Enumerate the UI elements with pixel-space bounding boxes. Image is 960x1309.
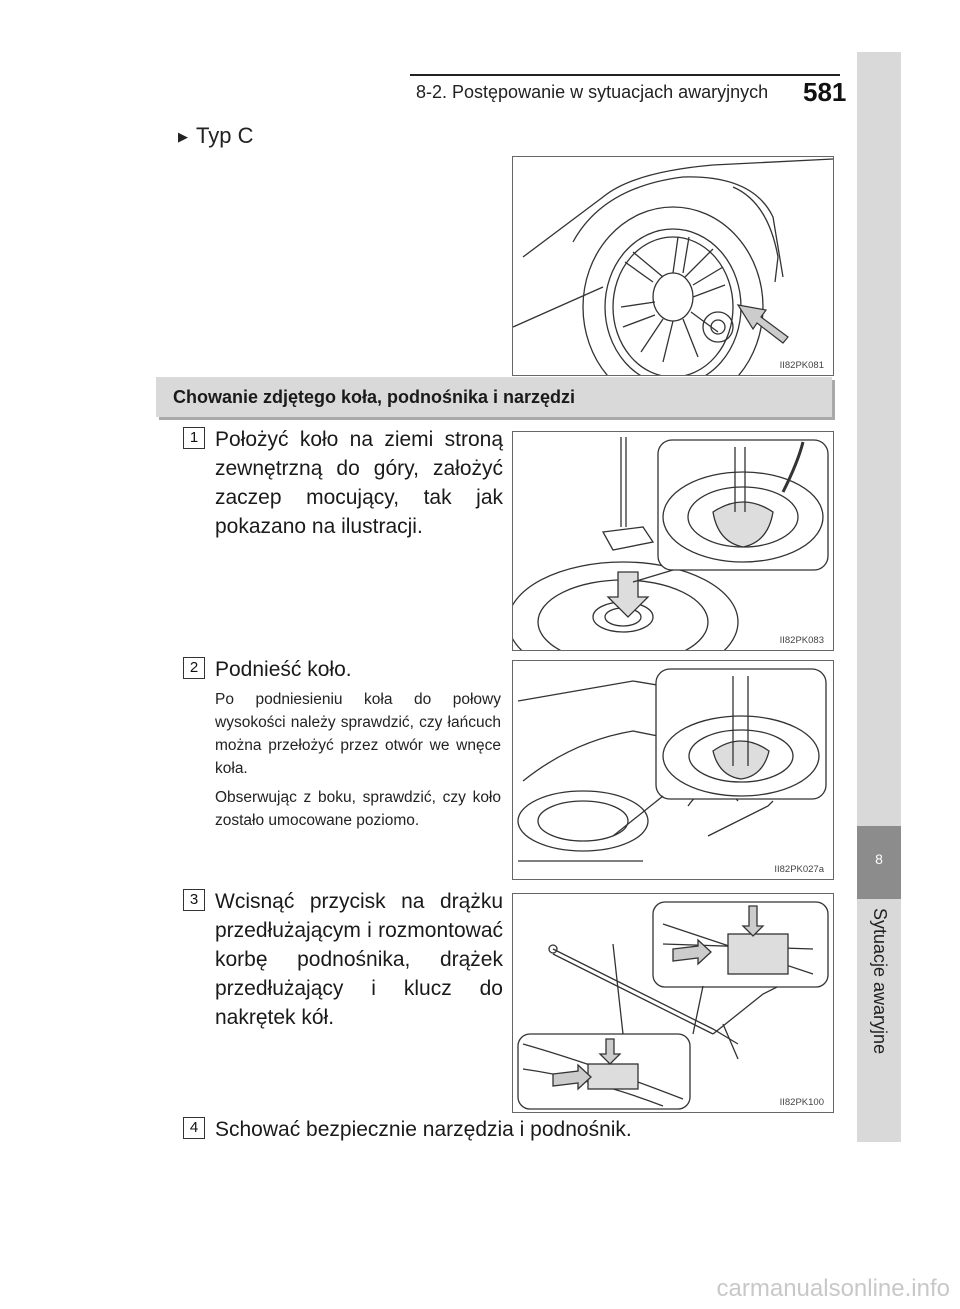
note: Po podniesieniu koła do połowy wysokości należy sprawdzić, czy łańcuch można przełożyć przez otwór we wnęce koła. — [215, 691, 501, 777]
figure-tools-disassembly — [512, 893, 834, 1113]
step-text: Wcisnąć przycisk na drążku przedłużającym i rozmontować korbę podnośnika, drążek przedłużający i klucz do nakrętek kół. — [215, 890, 503, 1029]
type-label-text: Typ C — [196, 123, 254, 148]
wheel-illustration — [513, 157, 833, 375]
figure-code: II82PK081 — [779, 360, 824, 371]
note: Obserwując z boku, sprawdzić, czy koło zostało umocowane poziomo. — [215, 789, 501, 829]
header-rule — [410, 74, 840, 76]
figure-spare-wheel-hook — [512, 431, 834, 651]
figure-wheel-lifting — [512, 660, 834, 880]
spare-wheel-illustration — [513, 432, 833, 650]
figure-wheel-lug-nut — [512, 156, 834, 376]
step-number: 3 — [183, 889, 205, 911]
section-title: 8-2. Postępowanie w sytuacjach awaryjnych — [416, 82, 769, 102]
step-text: Schować bezpiecznie narzędzia i podnośnik. — [215, 1118, 632, 1141]
step-number: 4 — [183, 1117, 205, 1139]
figure-code: II82PK100 — [779, 1097, 824, 1108]
triangle-bullet-icon: ▶ — [178, 129, 188, 144]
type-label — [178, 123, 253, 149]
tools-illustration — [513, 894, 833, 1112]
section-heading-text: Chowanie zdjętego koła, podnośnika i narzędzi — [173, 387, 576, 407]
step-number: 2 — [183, 657, 205, 679]
section-heading — [156, 377, 832, 417]
figure-code: II82PK027a — [774, 864, 824, 875]
figure-code: II82PK083 — [779, 635, 824, 646]
footer-url: carmanualsonline.info — [716, 1275, 950, 1302]
step-number: 1 — [183, 427, 205, 449]
step-text: Położyć koło na ziemi stroną zewnętrzną do góry, założyć zaczep mocujący, tak jak pokazano na ilustracji. — [215, 428, 503, 538]
page-number: 581 — [803, 77, 847, 107]
wheel-lifting-illustration — [513, 661, 833, 879]
chapter-label: Sytuacje awaryjne — [870, 908, 890, 1055]
chapter-number: 8 — [875, 851, 883, 867]
step-text: Podnieść koło. — [215, 658, 352, 681]
